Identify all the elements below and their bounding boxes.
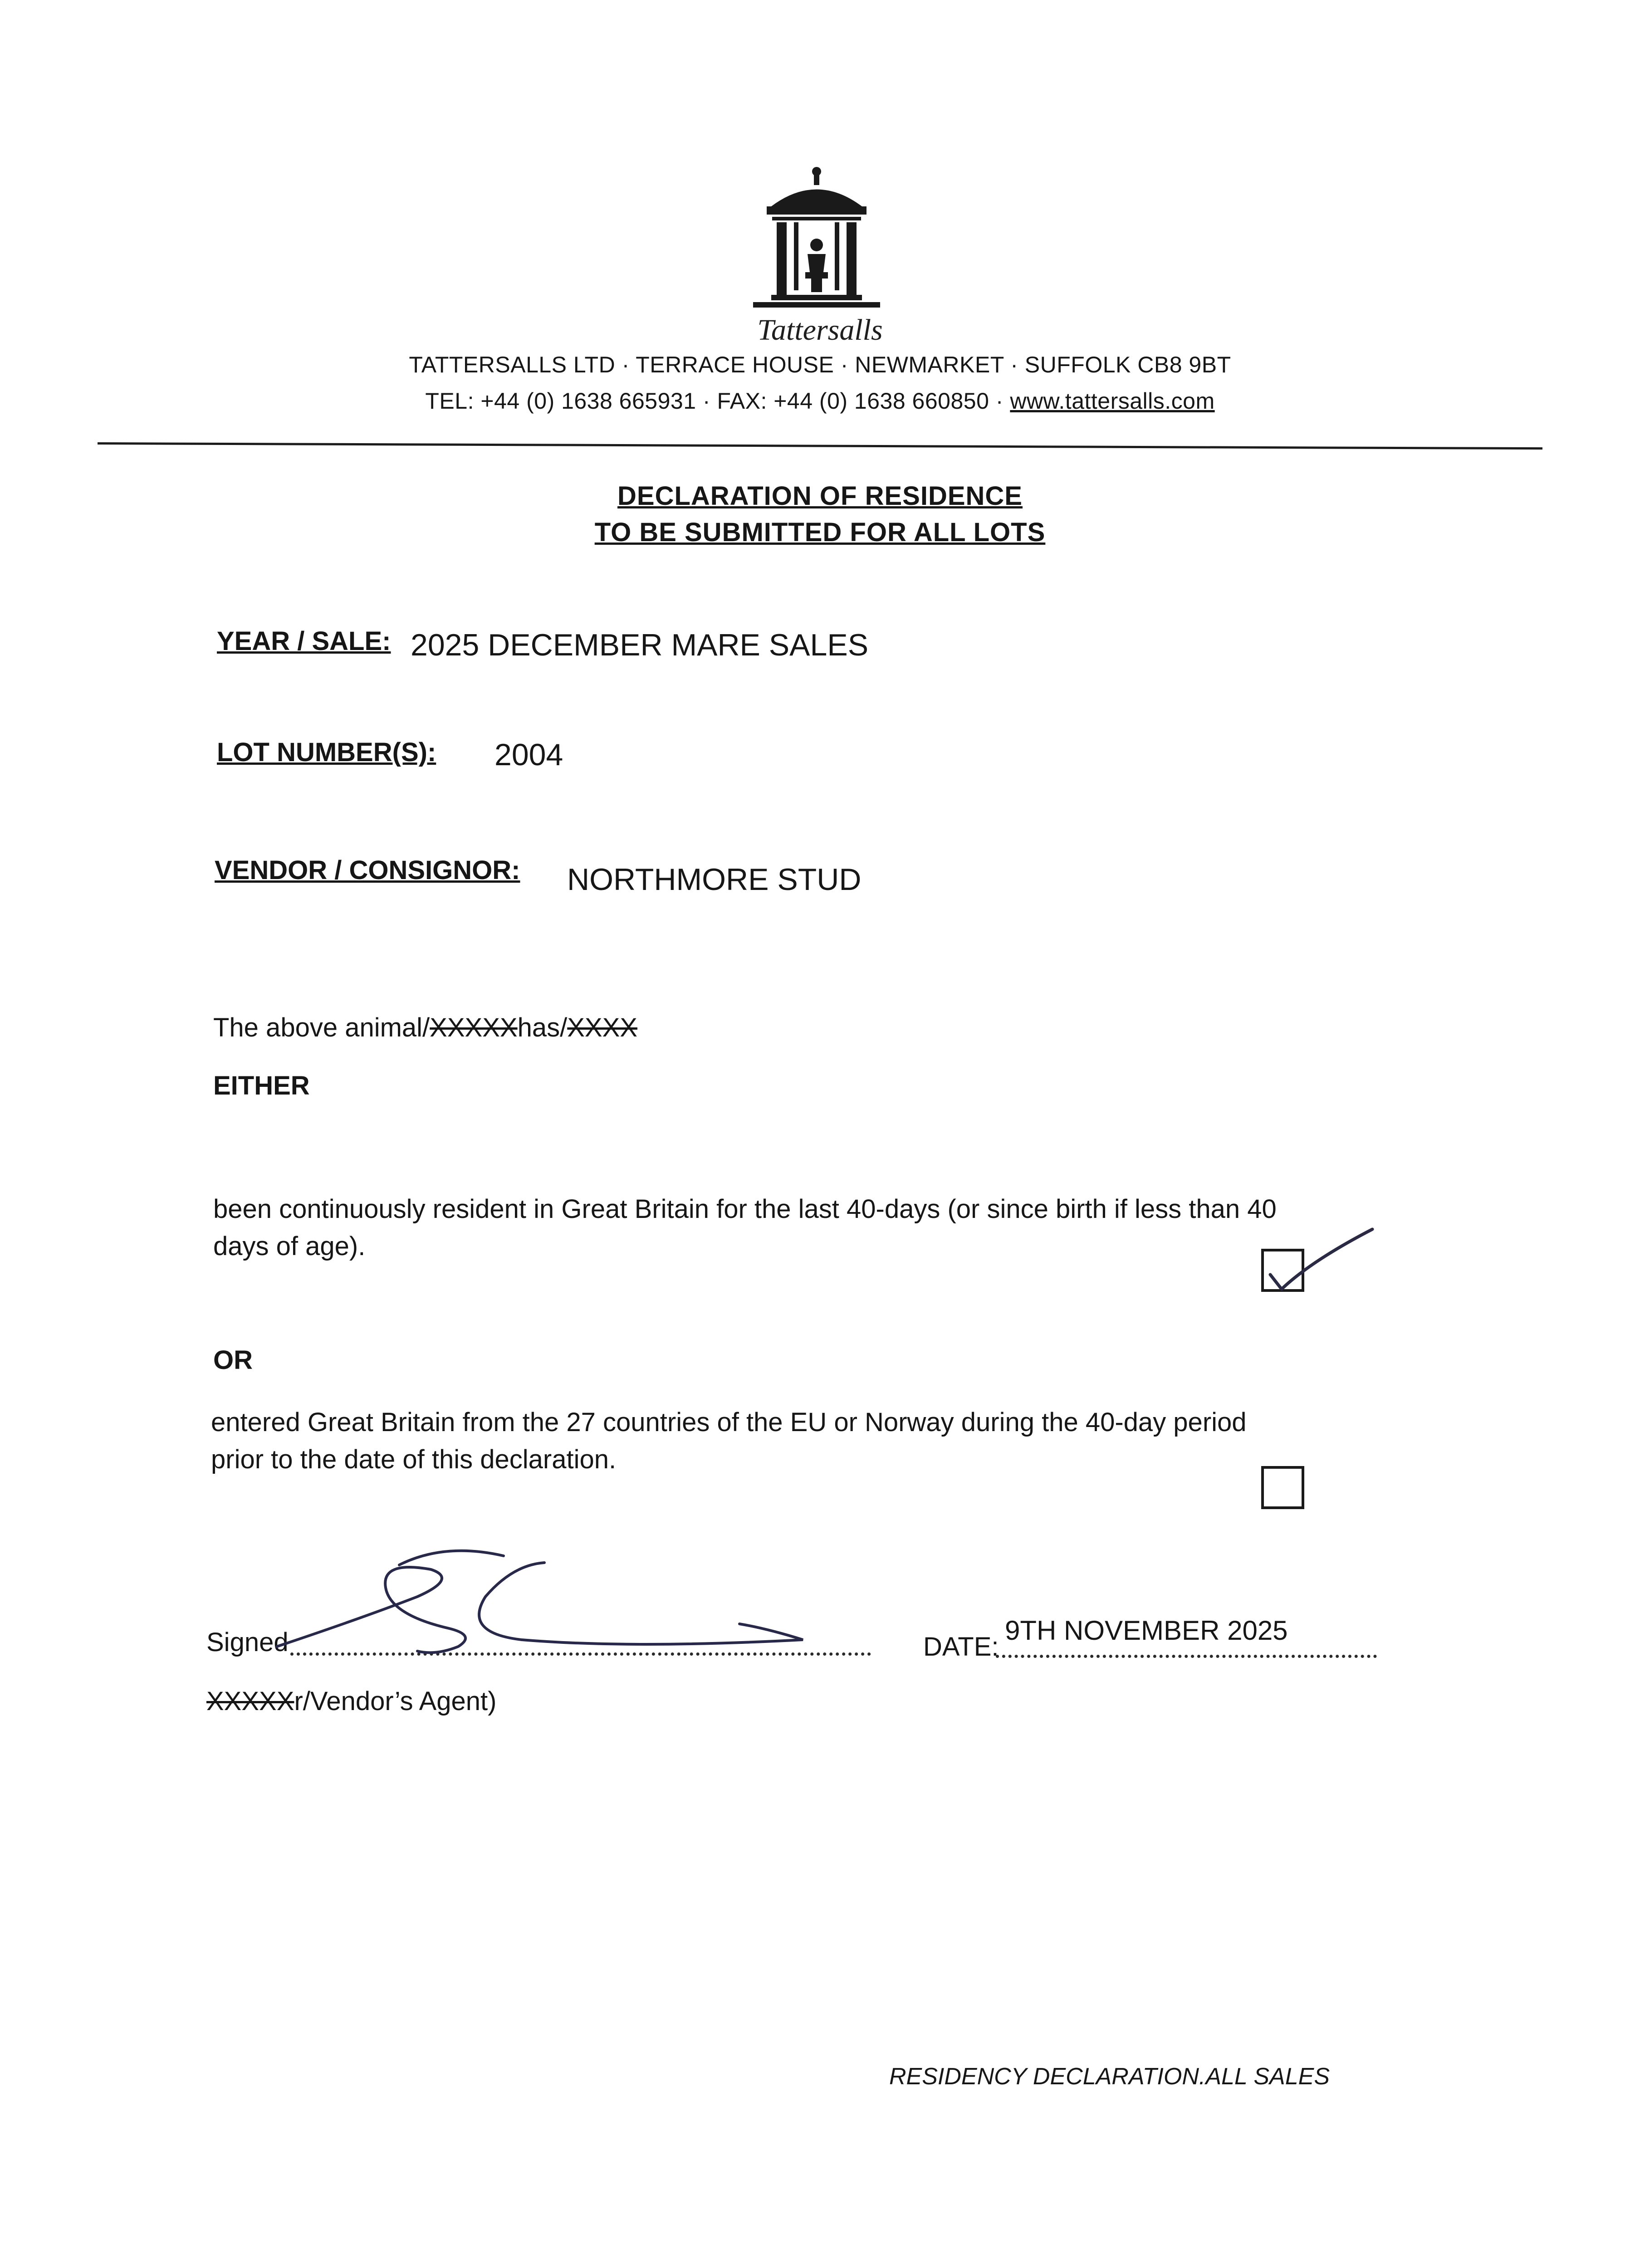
- date-label: DATE:: [923, 1632, 999, 1662]
- footer-reference: RESIDENCY DECLARATION.ALL SALES: [889, 2063, 1330, 2090]
- date-line: [996, 1655, 1377, 1658]
- date-value[interactable]: 9TH NOVEMBER 2025: [1005, 1615, 1288, 1646]
- animal-statement: [213, 1009, 637, 1046]
- checkmark-icon: [1257, 1220, 1393, 1306]
- header-divider: [98, 442, 1542, 450]
- option2-line1: entered Great Britain from the 27 countries of the EU or Norway during the 40-day period: [211, 1408, 1247, 1437]
- role-suffix: r/Vendor’s Agent): [294, 1686, 497, 1716]
- option2-text: [211, 1404, 1247, 1478]
- brand-name: Tattersalls: [757, 313, 883, 347]
- option2-checkbox[interactable]: [1261, 1466, 1304, 1509]
- website-link[interactable]: www.tattersalls.com: [1010, 388, 1215, 414]
- statement-middle: has/: [517, 1013, 568, 1042]
- year-sale-label: YEAR / SALE:: [217, 626, 391, 656]
- form-subtitle: TO BE SUBMITTED FOR ALL LOTS: [594, 518, 1046, 547]
- struck-text: XXXXX: [430, 1013, 518, 1042]
- vendor-value: NORTHMORE STUD: [567, 862, 862, 897]
- either-heading: EITHER: [213, 1071, 310, 1100]
- struck-text: XXXXX: [206, 1686, 294, 1716]
- signer-role: [206, 1683, 496, 1720]
- form-title: DECLARATION OF RESIDENCE: [617, 481, 1023, 511]
- or-heading: OR: [213, 1345, 253, 1375]
- option1-text: [213, 1191, 1277, 1265]
- option1-line2: days of age).: [213, 1232, 366, 1261]
- struck-text: XXXX: [567, 1013, 637, 1042]
- signed-label: Signed: [206, 1628, 289, 1657]
- phone-fax: TEL: +44 (0) 1638 665931 · FAX: +44 (0) 1638 660850 ·: [425, 388, 1010, 414]
- statement-prefix: The above animal/: [213, 1013, 430, 1042]
- year-sale-value: 2025 DECEMBER MARE SALES: [411, 628, 869, 662]
- option2-line2: prior to the date of this declaration.: [211, 1445, 617, 1474]
- handwritten-signature: [268, 1538, 835, 1674]
- vendor-label: VENDOR / CONSIGNOR:: [215, 855, 520, 885]
- lot-number-value: 2004: [494, 738, 563, 772]
- company-address: TATTERSALLS LTD · TERRACE HOUSE · NEWMARKET · SUFFOLK CB8 9BT: [409, 352, 1231, 377]
- tattersalls-logo: [744, 163, 889, 313]
- lot-number-label: LOT NUMBER(S):: [217, 738, 436, 767]
- option1-line1: been continuously resident in Great Britain for the last 40-days (or since birth if less than 40: [213, 1194, 1277, 1224]
- contact-line: [0, 388, 1640, 414]
